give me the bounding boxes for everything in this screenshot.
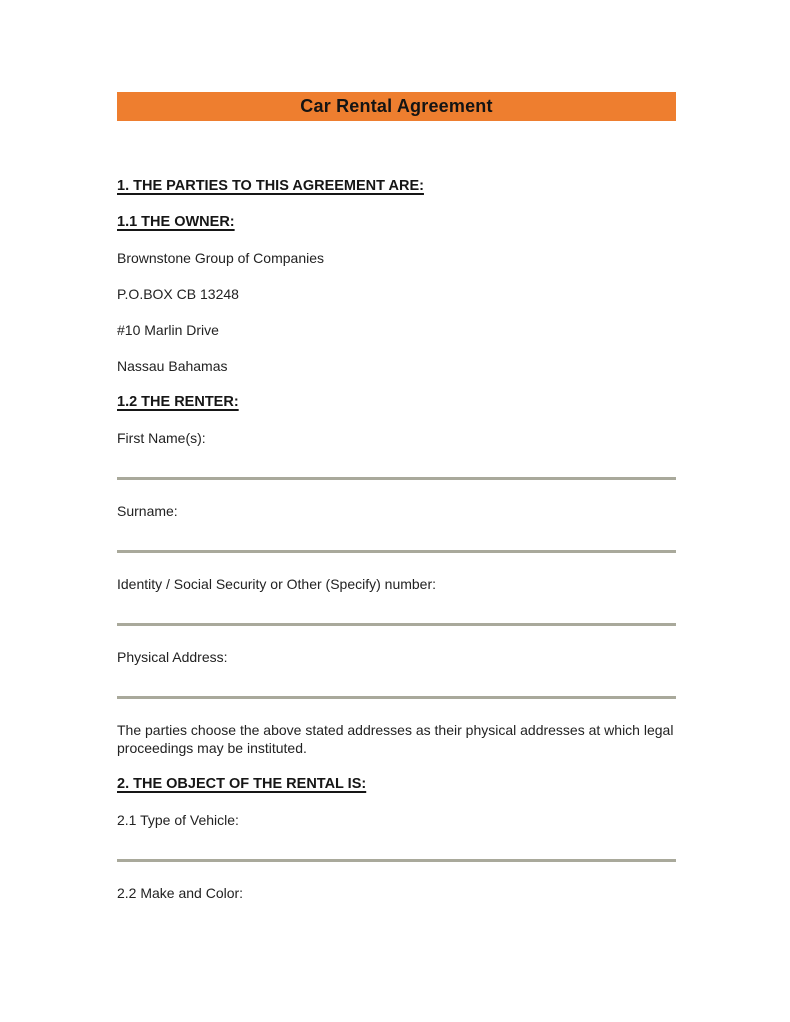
- field-line-identity-number: [117, 623, 676, 626]
- section-2-heading: 2. THE OBJECT OF THE RENTAL IS:: [117, 776, 367, 792]
- field-label-physical-address: Physical Address:: [117, 649, 228, 665]
- field-line-first-names: [117, 477, 676, 480]
- document-title: Car Rental Agreement: [300, 96, 493, 116]
- field-label-first-names: First Name(s):: [117, 430, 206, 446]
- owner-city-line: Nassau Bahamas: [117, 358, 228, 374]
- owner-pobox-line: P.O.BOX CB 13248: [117, 286, 239, 302]
- field-label-type-of-vehicle: 2.1 Type of Vehicle:: [117, 812, 239, 828]
- owner-company-line: Brownstone Group of Companies: [117, 250, 324, 266]
- renter-heading: 1.2 THE RENTER:: [117, 394, 239, 410]
- field-line-type-of-vehicle: [117, 859, 676, 862]
- field-label-surname: Surname:: [117, 503, 178, 519]
- section-1-heading: 1. THE PARTIES TO THIS AGREEMENT ARE:: [117, 178, 424, 194]
- title-bar: [117, 92, 676, 121]
- field-label-identity-number: Identity / Social Security or Other (Specify) number:: [117, 576, 437, 592]
- field-line-surname: [117, 550, 676, 553]
- owner-heading: 1.1 THE OWNER:: [117, 214, 235, 230]
- field-label-make-and-color: 2.2 Make and Color:: [117, 885, 244, 901]
- field-line-physical-address: [117, 696, 676, 699]
- owner-street-line: #10 Marlin Drive: [117, 322, 219, 338]
- addresses-note: The parties choose the above stated addresses as their physical addresses at which legal proceedings may be instituted.: [117, 722, 674, 756]
